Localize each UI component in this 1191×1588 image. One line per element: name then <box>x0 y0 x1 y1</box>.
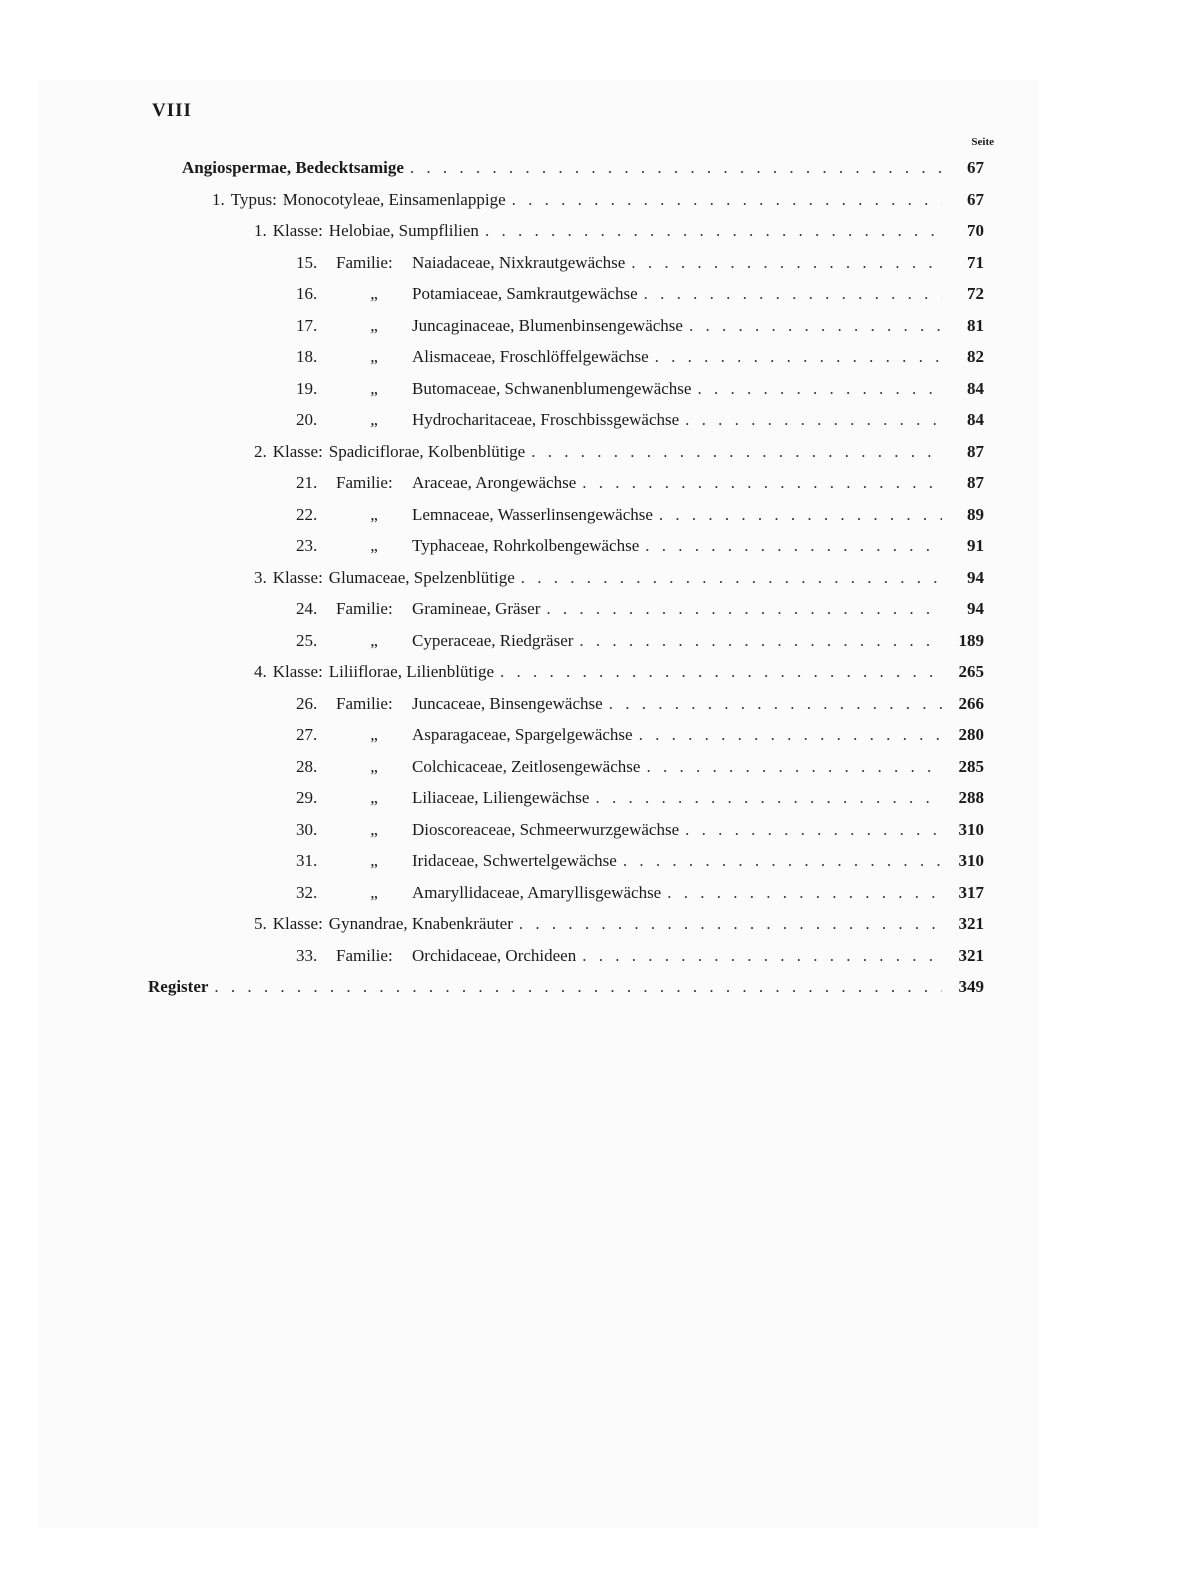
entry-rank-label: Klasse: <box>272 914 323 933</box>
entry-title: Asparagaceae, Spargelgewächse <box>412 725 633 744</box>
page-number-roman: VIII <box>152 100 192 121</box>
entry-title: Hydrocharitaceae, Froschbissgewächse <box>412 410 680 429</box>
dot-leader <box>667 877 942 909</box>
entry-rank-label: Klasse: <box>272 662 323 681</box>
entry-page-number: 321 <box>958 914 984 933</box>
ditto-mark: „ <box>370 725 378 744</box>
dot-leader <box>631 247 942 279</box>
ditto-mark: „ <box>370 347 378 366</box>
entry-title: Orchidaceae, Orchideen <box>412 945 577 965</box>
ditto-mark: „ <box>370 851 378 870</box>
entry-page-number: 70 <box>967 221 984 240</box>
entry-page-number: 265 <box>958 662 984 681</box>
dot-leader <box>644 278 942 310</box>
entry-page-number: 94 <box>967 567 984 587</box>
toc-entry-klasse <box>254 215 984 247</box>
ditto-mark: „ <box>370 504 378 524</box>
entry-rank-label: Klasse: <box>272 567 323 587</box>
entry-rank-label: Familie: <box>336 693 393 713</box>
toc-entry-familie <box>296 719 984 751</box>
entry-title: Gynandrae, Knabenkräuter <box>328 914 513 933</box>
dot-leader <box>595 782 942 814</box>
entry-page-number: 82 <box>967 347 984 366</box>
entry-rank-label: Familie: <box>336 945 393 965</box>
entry-number: 4. <box>254 662 267 681</box>
entry-number: 30. <box>296 819 318 839</box>
entry-page-number: 310 <box>958 851 984 870</box>
entry-page-number: 285 <box>958 756 984 776</box>
entry-number: 28. <box>296 756 318 776</box>
toc-entry-familie <box>296 278 984 310</box>
entry-number: 15. <box>296 252 318 272</box>
entry-title: Iridaceae, Schwertelgewächse <box>412 851 617 870</box>
dot-leader <box>623 845 942 877</box>
toc-entry-familie <box>296 467 984 499</box>
entry-page-number: 310 <box>958 819 984 839</box>
ditto-mark: „ <box>370 284 378 303</box>
entry-page-number: 87 <box>967 441 984 461</box>
toc-entry-familie <box>296 814 984 846</box>
entry-rank-label: Typus: <box>230 189 277 209</box>
dot-leader <box>609 688 942 720</box>
toc-entry-register <box>148 971 984 1003</box>
dot-leader <box>579 625 942 657</box>
dot-leader <box>214 971 942 1003</box>
dot-leader <box>689 310 942 342</box>
entry-title: Naiadaceae, Nixkrautgewächse <box>412 252 626 272</box>
toc-entry-familie <box>296 877 984 909</box>
entry-page-number: 94 <box>967 599 984 618</box>
entry-page-number: 321 <box>958 945 984 965</box>
entry-number: 1. <box>254 221 267 240</box>
entry-rank-label: Klasse: <box>272 221 323 240</box>
column-header-page: Seite <box>971 136 994 148</box>
dot-leader <box>582 467 942 499</box>
dot-leader <box>500 656 942 688</box>
toc-entry-familie <box>296 688 984 720</box>
dot-leader <box>582 940 942 972</box>
entry-number: 21. <box>296 473 318 492</box>
entry-number: 18. <box>296 347 318 366</box>
entry-page-number: 266 <box>958 693 984 713</box>
entry-title: Colchicaceae, Zeitlosengewächse <box>412 756 641 776</box>
dot-leader <box>521 562 942 594</box>
entry-title: Monocotyleae, Einsamenlappige <box>282 189 506 209</box>
toc-entry-familie <box>296 404 984 436</box>
entry-title: Cyperaceae, Riedgräser <box>412 630 574 650</box>
dot-leader <box>512 184 942 216</box>
dot-leader <box>645 530 942 562</box>
entry-page-number: 91 <box>967 536 984 555</box>
entry-title: Angiospermae, Bedecktsamige <box>182 158 404 177</box>
dot-leader <box>531 436 942 468</box>
entry-page-number: 67 <box>967 189 984 209</box>
entry-number: 5. <box>254 914 267 933</box>
entry-page-number: 189 <box>958 630 984 650</box>
entry-title: Liliaceae, Liliengewächse <box>412 788 590 807</box>
toc-entry-klasse <box>254 436 984 468</box>
dot-leader <box>546 593 942 625</box>
entry-page-number: 72 <box>967 284 984 303</box>
toc-entry-familie <box>296 247 984 279</box>
entry-title: Liliiflorae, Lilienblütige <box>328 662 495 681</box>
ditto-mark: „ <box>370 819 378 839</box>
toc-entry-section <box>182 152 984 184</box>
entry-page-number: 89 <box>967 504 984 524</box>
entry-title: Spadiciflorae, Kolbenblütige <box>328 441 526 461</box>
entry-number: 26. <box>296 693 318 713</box>
ditto-mark: „ <box>370 410 378 429</box>
entry-title: Butomaceae, Schwanenblumengewächse <box>412 378 692 398</box>
toc-entry-familie <box>296 499 984 531</box>
toc-entry-klasse <box>254 656 984 688</box>
entry-title: Dioscoreaceae, Schmeerwurzgewächse <box>412 819 680 839</box>
toc-entry-familie <box>296 782 984 814</box>
entry-page-number: 280 <box>958 725 984 744</box>
entry-title: Alismaceae, Froschlöffelgewächse <box>412 347 649 366</box>
entry-number: 22. <box>296 504 318 524</box>
toc-entry-familie <box>296 373 984 405</box>
toc-entry-familie <box>296 530 984 562</box>
entry-rank-label: Familie: <box>336 473 393 492</box>
entry-number: 20. <box>296 410 318 429</box>
entry-page-number: 67 <box>967 158 984 177</box>
entry-title: Helobiae, Sumpflilien <box>328 221 479 240</box>
ditto-mark: „ <box>370 756 378 776</box>
entry-number: 19. <box>296 378 318 398</box>
entry-title: Glumaceae, Spelzenblütige <box>328 567 515 587</box>
entry-page-number: 81 <box>967 315 984 335</box>
toc-entry-familie <box>296 751 984 783</box>
dot-leader <box>519 908 942 940</box>
ditto-mark: „ <box>370 378 378 398</box>
dot-leader <box>659 499 942 531</box>
toc-entry-klasse <box>254 908 984 940</box>
entry-page-number: 87 <box>967 473 984 492</box>
dot-leader <box>697 373 942 405</box>
entry-number: 33. <box>296 945 318 965</box>
entry-title: Typhaceae, Rohrkolbengewächse <box>412 536 640 555</box>
entry-rank-label: Klasse: <box>272 441 323 461</box>
entry-rank-label: Familie: <box>336 252 393 272</box>
entry-title: Gramineae, Gräser <box>412 599 541 618</box>
ditto-mark: „ <box>370 882 378 902</box>
entry-page-number: 288 <box>958 788 984 807</box>
dot-leader <box>655 341 942 373</box>
entry-number: 23. <box>296 536 318 555</box>
entry-number: 1. <box>212 189 225 209</box>
entry-number: 16. <box>296 284 318 303</box>
dot-leader <box>685 404 942 436</box>
entry-rank-label: Familie: <box>336 599 393 618</box>
entry-title: Juncaceae, Binsengewächse <box>412 693 603 713</box>
toc-entry-familie <box>296 940 984 972</box>
dot-leader <box>639 719 942 751</box>
entry-page-number: 349 <box>958 977 984 996</box>
dot-leader <box>685 814 942 846</box>
toc-entry-familie <box>296 341 984 373</box>
entry-title: Araceae, Arongewächse <box>412 473 577 492</box>
entry-title: Juncaginaceae, Blumenbinsengewächse <box>412 315 683 335</box>
entry-number: 2. <box>254 441 267 461</box>
entry-number: 27. <box>296 725 318 744</box>
entry-page-number: 84 <box>967 410 984 429</box>
toc-entry-klasse <box>254 562 984 594</box>
ditto-mark: „ <box>370 788 378 807</box>
toc-entry-typus <box>212 184 984 216</box>
toc-entry-familie <box>296 593 984 625</box>
entry-title: Potamiaceae, Samkrautgewächse <box>412 284 638 303</box>
entry-number: 31. <box>296 851 318 870</box>
entry-number: 24. <box>296 599 318 618</box>
ditto-mark: „ <box>370 315 378 335</box>
toc-entry-familie <box>296 625 984 657</box>
entry-number: 17. <box>296 315 318 335</box>
ditto-mark: „ <box>370 536 378 555</box>
entry-page-number: 84 <box>967 378 984 398</box>
entry-page-number: 71 <box>967 252 984 272</box>
dot-leader <box>646 751 942 783</box>
toc-entry-familie <box>296 310 984 342</box>
ditto-mark: „ <box>370 630 378 650</box>
entry-number: 29. <box>296 788 318 807</box>
entry-number: 25. <box>296 630 318 650</box>
entry-page-number: 317 <box>958 882 984 902</box>
entry-title: Amaryllidaceae, Amaryllisgewächse <box>412 882 662 902</box>
dot-leader <box>410 152 942 184</box>
toc-entry-familie <box>296 845 984 877</box>
entry-title: Lemnaceae, Wasserlinsengewächse <box>412 504 653 524</box>
entry-number: 32. <box>296 882 318 902</box>
dot-leader <box>485 215 942 247</box>
entry-title: Register <box>148 977 209 996</box>
entry-number: 3. <box>254 567 267 587</box>
